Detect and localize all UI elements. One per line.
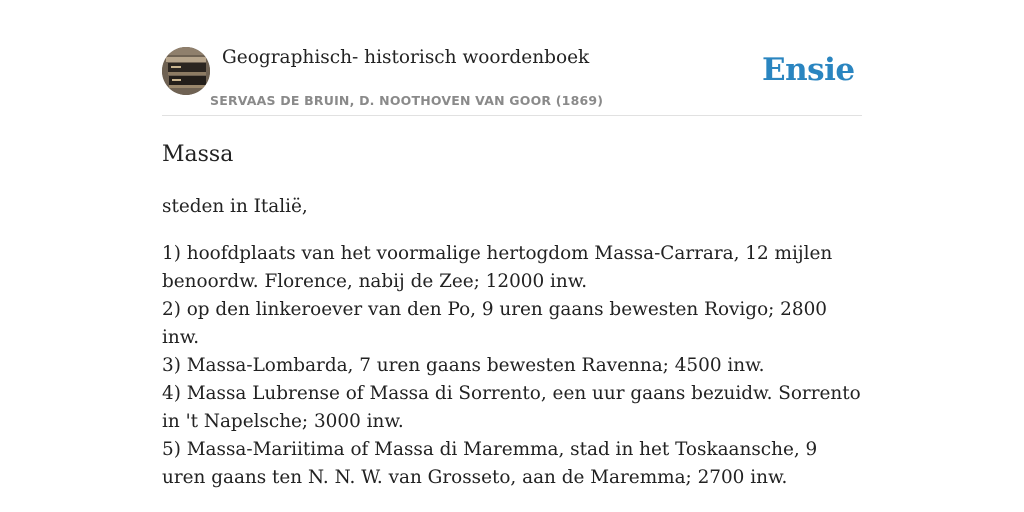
entry-list: [162, 240, 862, 492]
book-spines-icon: [162, 47, 210, 95]
entry-item: 2) op den linkeroever van den Po, 9 uren gaans bewesten Rovigo; 2800 inw.: [162, 299, 827, 348]
entry-item: 3) Massa-Lombarda, 7 uren gaans bewesten Ravenna; 4500 inw.: [162, 355, 765, 376]
header-divider: [162, 115, 862, 116]
book-authors: SERVAAS DE BRUIN, D. NOOTHOVEN VAN GOOR (1869): [210, 93, 604, 108]
entry-item: 1) hoofdplaats van het voormalige hertogdom Massa-Carrara, 12 mijlen benoordw. Florence, nabij de Zee; 12000 inw.: [162, 243, 833, 292]
entry-item: 4) Massa Lubrense of Massa di Sorrento, een uur gaans bezuidw. Sorrento in 't Napelsche; 3000 inw.: [162, 383, 861, 432]
article-headword: Massa: [162, 142, 234, 167]
book-title[interactable]: Geographisch- historisch woordenboek: [222, 47, 590, 68]
article-body: [162, 193, 862, 492]
entry-item: 5) Massa-Mariitima of Massa di Maremma, stad in het Toskaansche, 9 uren gaans ten N. N. W. van Grosseto, aan de Maremma; 2700 inw.: [162, 439, 818, 488]
book-cover-avatar[interactable]: [162, 47, 210, 95]
article-intro: steden in Italië,: [162, 196, 308, 217]
ensie-logo-link[interactable]: Ensie: [762, 52, 855, 88]
